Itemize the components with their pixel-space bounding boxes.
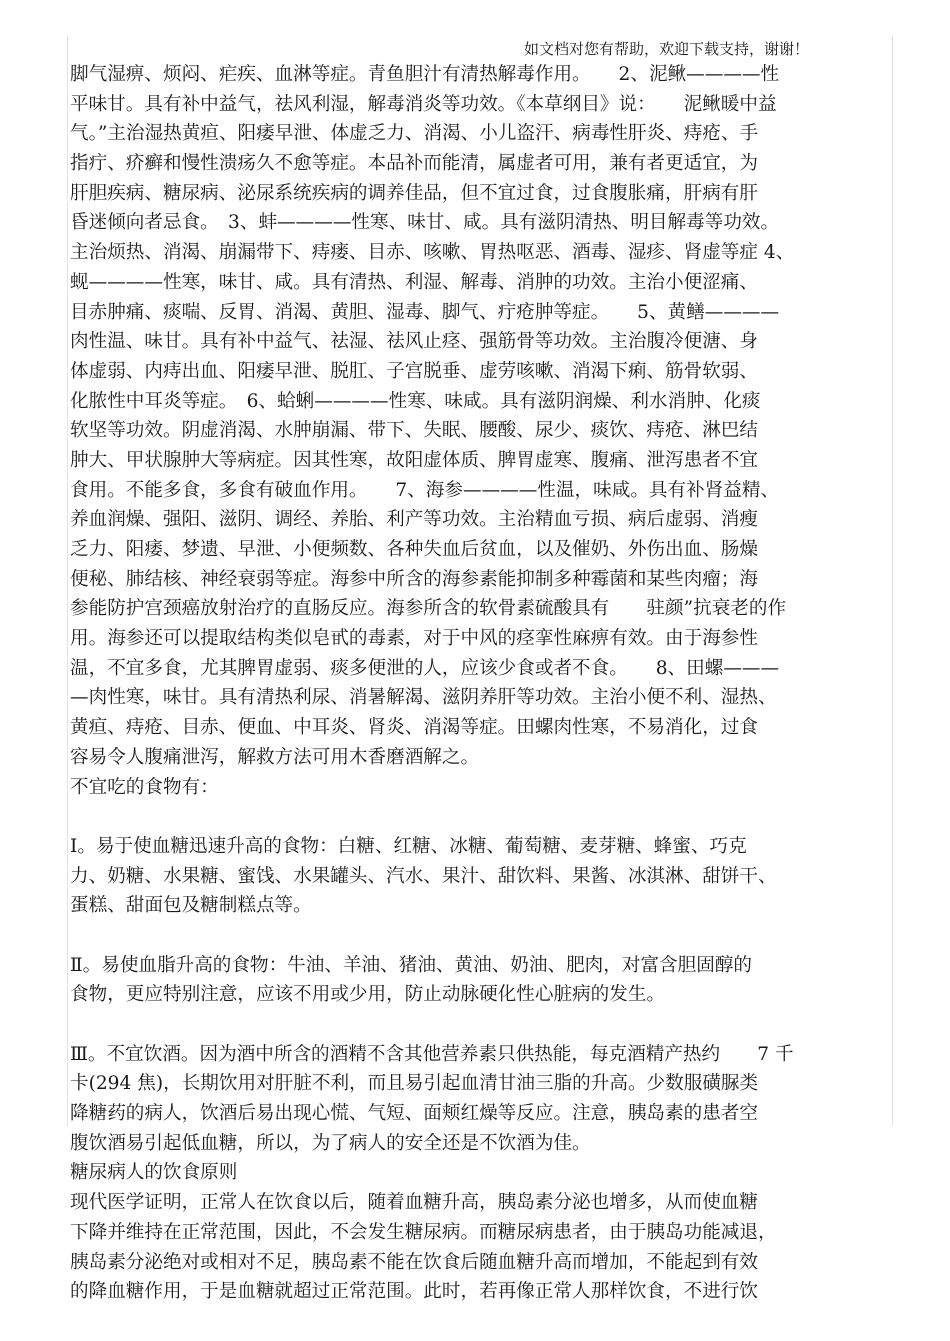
text-line: 肿大、甲状腺肿大等病症。因其性寒，故阳虚体质、脾胃虚寒、腹痛、泄泻患者不宜 (70, 449, 758, 471)
text-line: 主治烦热、消渴、崩漏带下、痔瘘、目赤、咳嗽、胃热呕恶、酒毒、湿疹、肾虚等症 4、 (70, 242, 795, 264)
text-line: 肉性温、味甘。具有补中益气、祛湿、祛风止痉、强筋骨等功效。主治腹冷便溏、身 (70, 331, 758, 353)
text-line: 指疔、疥癣和慢性溃疡久不愈等症。本品补而能清，属虚者可用，兼有者更适宜，为 (70, 153, 758, 175)
text-line: 目赤肿痛、痰喘、反胃、消渴、黄胆、湿毒、脚气、疔疮肿等症。 5、黄鳝———— (70, 301, 780, 323)
text-line: 下降并维持在正常范围，因此，不会发生糖尿病。而糖尿病患者，由于胰岛功能减退， (70, 1221, 777, 1243)
text-line: Ⅲ。不宜饮酒。因为酒中所含的酒精不含其他营养素只供热能，每克酒精产热约 7 千 (70, 1043, 794, 1065)
header-note: 如文档对您有帮助，欢迎下载支持，谢谢！ (524, 40, 810, 58)
text-line: —肉性寒，味甘。具有清热利尿、消暑解渴、滋阴养肝等功效。主治小便不利、湿热、 (70, 687, 777, 709)
text-line: 蛋糕、甜面包及糖制糕点等。 (70, 895, 312, 917)
blank-line (70, 921, 890, 951)
text-line: 力、奶糖、水果糖、蜜饯、水果罐头、汽水、果汁、甜饮料、果酱、冰淇淋、甜饼干、 (70, 865, 777, 887)
text-line: 胰岛素分泌绝对或相对不足，胰岛素不能在饮食后随血糖升高而增加，不能起到有效 (70, 1251, 758, 1273)
text-line: 体虚弱、内痔出血、阳痿早泄、脱肛、子宫脱垂、虚劳咳嗽、消渴下痢、筋骨软弱、 (70, 360, 758, 382)
text-line: 脚气湿痹、烦闷、疟疾、血淋等症。青鱼胆汁有清热解毒作用。 2、泥鳅————性 (70, 64, 780, 85)
text-line: 食物，更应特别注意，应该不用或少用，防止动脉硬化性心脏病的发生。 (70, 984, 666, 1006)
text-line: Ⅱ。易使血脂升高的食物：牛油、羊油、猪油、黄油、奶油、肥肉，对富含胆固醇的 (70, 954, 753, 976)
text-line: 蚬————性寒，味甘、咸。具有清热、利湿、解毒、消肿的功效。主治小便涩痛、 (70, 271, 758, 293)
text-line: 软坚等功效。阴虚消渴、水肿崩漏、带下、失眠、腰酸、尿少、痰饮、痔疮、淋巴结 (70, 420, 758, 442)
text-line: 食用。不能多食，多食有破血作用。 7、海参————性温，味咸。具有补肾益精、 (70, 479, 780, 501)
text-line: 降糖药的病人，饮酒后易出现心慌、气短、面颊红燥等反应。注意，胰岛素的患者空 (70, 1103, 758, 1125)
text-line: 便秘、肺结核、神经衰弱等症。海参中所含的海参素能抑制多种霉菌和某些肉瘤；海 (70, 568, 758, 590)
text-line: 不宜吃的食物有： (70, 776, 219, 798)
document-body (70, 60, 890, 1307)
text-line: 养血润燥、强阳、滋阴、调经、养胎、利产等功效。主治精血亏损、病后虚弱、消瘦 (70, 509, 758, 531)
text-line: 卡(294 焦)，长期饮用对肝脏不利，而且易引起血清甘油三脂的升高。少数服磺脲类 (70, 1073, 759, 1095)
blank-line (70, 802, 890, 832)
text-line: 昏迷倾向者忌食。 3、蚌————性寒、味甘、咸。具有滋阴清热、明目解毒等功效。 (70, 212, 780, 234)
text-line: 容易令人腹痛泄泻，解救方法可用木香磨酒解之。 (70, 746, 480, 768)
text-line: 腹饮酒易引起低血糖，所以，为了病人的安全还是不饮酒为佳。 (70, 1132, 591, 1154)
text-line: 气。”主治湿热黄疸、阳痿早泄、体虚乏力、消渴、小儿盗汗、病毒性肝炎、痔疮、手 (70, 123, 759, 145)
text-line: 平味甘。具有补中益气，祛风利湿，解毒消炎等功效。《本草纲目》说： 泥鳅暖中益 (70, 93, 777, 115)
text-line: 化脓性中耳炎等症。 6、蛤蜊————性寒、味咸。具有滋阴润燥、利水消肿、化痰 (70, 390, 761, 412)
text-line: 肝胆疾病、糖尿病、泌尿系统疾病的调养佳品，但不宜过食，过食腹胀痛，肝病有肝 (70, 182, 758, 204)
text-line: 糖尿病人的饮食原则 (70, 1162, 238, 1184)
text-line: 的降血糖作用，于是血糖就超过正常范围。此时，若再像正常人那样饮食，不进行饮 (70, 1281, 758, 1303)
text-line: 现代医学证明，正常人在饮食以后，随着血糖升高，胰岛素分泌也增多，从而使血糖 (70, 1192, 758, 1214)
text-line: 黄疸、痔疮、目赤、便血、中耳炎、肾炎、消渴等症。田螺肉性寒，不易消化，过食 (70, 717, 758, 739)
text-line: Ⅰ。易于使血糖迅速升高的食物：白糖、红糖、冰糖、葡萄糖、麦芽糖、蜂蜜、巧克 (70, 835, 747, 857)
text-line: 参能防护宫颈癌放射治疗的直肠反应。海参所含的软骨素硫酸具有 驻颜”抗衰老的作 (70, 598, 787, 620)
text-line: 温，不宜多食，尤其脾胃虚弱、痰多便泄的人，应该少食或者不食。 8、田螺——— (70, 657, 780, 679)
blank-line (70, 1010, 890, 1040)
text-line: 用。海参还可以提取结构类似皂甙的毒素，对于中风的痉挛性麻痹有效。由于海参性 (70, 628, 758, 650)
text-line: 乏力、阳痿、梦遗、早泄、小便频数、各种失血后贫血，以及催奶、外伤出血、肠燥 (70, 539, 758, 560)
